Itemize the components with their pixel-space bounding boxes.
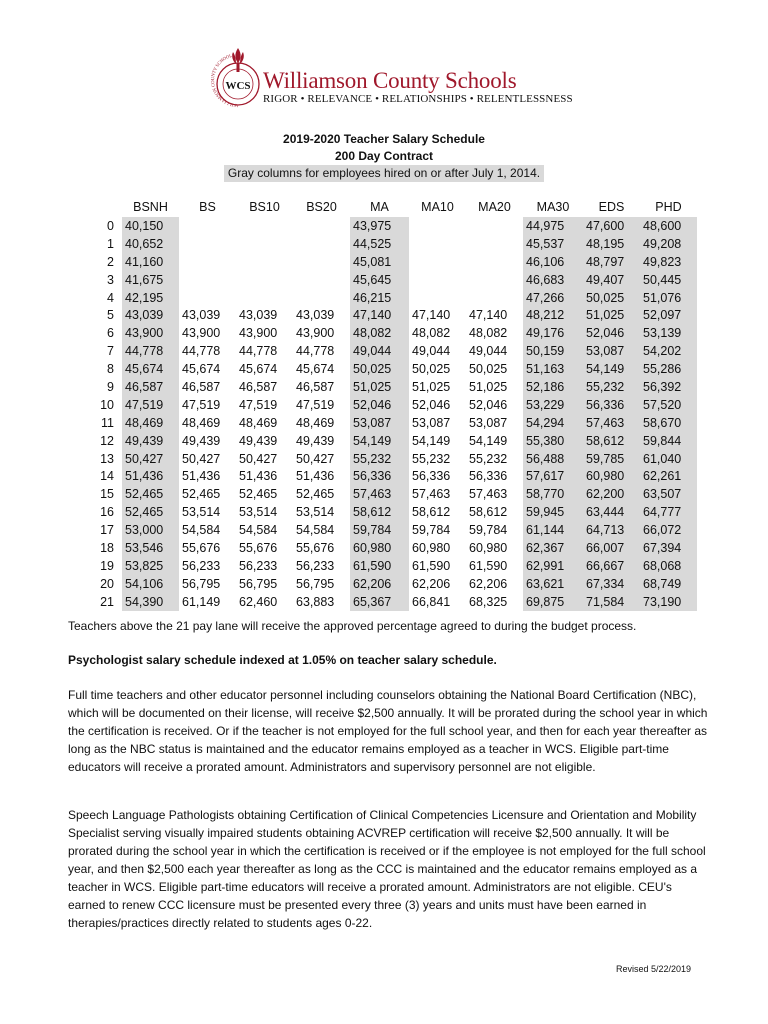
salary-cell: 52,046 <box>469 397 508 412</box>
salary-cell: 51,163 <box>523 360 583 378</box>
salary-cell: 48,195 <box>583 235 640 253</box>
salary-cell: 47,140 <box>350 306 409 324</box>
salary-cell: 46,106 <box>523 253 583 271</box>
salary-cell: 54,149 <box>350 432 409 450</box>
salary-cell: 44,778 <box>122 342 179 360</box>
salary-cell: 46,683 <box>523 271 583 289</box>
salary-cell <box>179 253 236 271</box>
salary-cell: 48,082 <box>469 326 508 341</box>
column-header: BS <box>199 200 216 214</box>
salary-cell <box>293 289 350 307</box>
salary-cell: 50,025 <box>469 362 508 377</box>
table-row <box>88 557 697 575</box>
salary-cell: 45,674 <box>296 362 335 377</box>
salary-cell: 66,007 <box>583 539 640 557</box>
salary-cell: 49,044 <box>469 344 508 359</box>
salary-cell <box>409 235 466 253</box>
salary-cell: 58,612 <box>583 432 640 450</box>
salary-cell: 52,046 <box>350 396 409 414</box>
salary-cell: 53,139 <box>640 324 697 342</box>
salary-cell: 54,584 <box>239 523 278 538</box>
salary-cell: 52,046 <box>412 397 451 412</box>
salary-cell: 60,980 <box>583 467 640 485</box>
salary-cell: 54,584 <box>182 523 221 538</box>
schedule-title-block <box>0 131 768 182</box>
salary-cell <box>179 235 236 253</box>
salary-cell: 54,149 <box>583 360 640 378</box>
salary-cell: 50,445 <box>640 271 697 289</box>
salary-cell: 49,407 <box>583 271 640 289</box>
salary-cell <box>293 271 350 289</box>
salary-cell: 50,427 <box>182 451 221 466</box>
salary-cell: 50,025 <box>583 289 640 307</box>
salary-cell: 73,190 <box>640 593 697 611</box>
salary-cell: 53,087 <box>583 342 640 360</box>
salary-cell: 59,844 <box>640 432 697 450</box>
salary-cell: 44,778 <box>239 344 278 359</box>
column-header: MA30 <box>536 200 570 214</box>
salary-cell: 53,514 <box>239 505 278 520</box>
table-row <box>88 271 697 289</box>
salary-cell: 60,980 <box>350 539 409 557</box>
table-row <box>88 432 697 450</box>
table-row <box>88 378 697 396</box>
svg-text:WCS: WCS <box>225 80 251 92</box>
salary-cell: 62,460 <box>239 594 278 609</box>
salary-cell: 63,444 <box>583 503 640 521</box>
step-cell: 7 <box>107 344 114 359</box>
table-row <box>88 396 697 414</box>
salary-cell: 57,463 <box>583 414 640 432</box>
step-cell: 10 <box>100 397 114 412</box>
salary-cell: 65,367 <box>350 593 409 611</box>
salary-cell: 56,233 <box>239 558 278 573</box>
table-header-row <box>88 197 697 217</box>
salary-cell: 61,040 <box>640 450 697 468</box>
page-header <box>207 44 573 110</box>
salary-cell: 55,380 <box>523 432 583 450</box>
salary-cell <box>409 217 466 235</box>
salary-cell: 59,784 <box>412 523 451 538</box>
salary-cell: 56,392 <box>640 378 697 396</box>
salary-cell: 55,232 <box>583 378 640 396</box>
step-cell: 20 <box>100 576 114 591</box>
salary-cell: 47,140 <box>412 308 451 323</box>
salary-cell: 61,590 <box>350 557 409 575</box>
salary-cell: 58,670 <box>640 414 697 432</box>
salary-cell: 55,286 <box>640 360 697 378</box>
salary-cell: 54,202 <box>640 342 697 360</box>
salary-cell: 50,427 <box>122 450 179 468</box>
salary-cell: 49,439 <box>296 433 335 448</box>
salary-cell: 44,975 <box>523 217 583 235</box>
salary-cell <box>409 271 466 289</box>
step-cell: 16 <box>100 505 114 520</box>
table-row <box>88 485 697 503</box>
salary-cell: 55,232 <box>469 451 508 466</box>
salary-cell: 44,778 <box>296 344 335 359</box>
org-name: Williamson County Schools <box>263 68 517 93</box>
salary-cell: 51,076 <box>640 289 697 307</box>
table-row <box>88 217 697 235</box>
salary-cell: 61,590 <box>469 558 508 573</box>
salary-cell: 61,590 <box>412 558 451 573</box>
step-cell: 12 <box>100 433 114 448</box>
salary-cell: 52,046 <box>583 324 640 342</box>
salary-cell: 61,144 <box>523 521 583 539</box>
salary-cell: 62,206 <box>350 575 409 593</box>
salary-cell: 69,875 <box>523 593 583 611</box>
salary-cell: 58,612 <box>412 505 451 520</box>
salary-cell: 48,469 <box>239 415 278 430</box>
salary-cell: 48,469 <box>122 414 179 432</box>
salary-cell: 59,785 <box>583 450 640 468</box>
tagline: RIGOR • RELEVANCE • RELATIONSHIPS • RELENTLESSNESS <box>263 93 573 105</box>
step-cell: 9 <box>107 379 114 394</box>
salary-cell: 58,612 <box>350 503 409 521</box>
salary-cell: 57,463 <box>412 487 451 502</box>
salary-cell: 46,587 <box>239 379 278 394</box>
salary-cell: 63,883 <box>296 594 335 609</box>
salary-cell: 55,676 <box>239 540 278 555</box>
salary-cell: 52,186 <box>523 378 583 396</box>
salary-cell: 53,087 <box>350 414 409 432</box>
salary-cell <box>409 289 466 307</box>
salary-cell <box>179 217 236 235</box>
salary-cell: 45,537 <box>523 235 583 253</box>
salary-cell <box>236 253 293 271</box>
salary-cell: 53,825 <box>122 557 179 575</box>
psychologist-note: Psychologist salary schedule indexed at 1.05% on teacher salary schedule. <box>68 653 497 667</box>
salary-cell: 44,778 <box>182 344 221 359</box>
salary-cell: 52,465 <box>122 503 179 521</box>
salary-cell: 55,676 <box>296 540 335 555</box>
salary-cell: 43,039 <box>182 308 221 323</box>
step-cell: 11 <box>101 415 114 430</box>
salary-cell: 46,587 <box>122 378 179 396</box>
salary-cell <box>409 253 466 271</box>
salary-cell: 57,520 <box>640 396 697 414</box>
salary-cell: 48,600 <box>640 217 697 235</box>
salary-cell: 49,439 <box>122 432 179 450</box>
slp-paragraph: Speech Language Pathologists obtaining Certification of Clinical Competencies Licensure and Orientation and Mobility Specialist serving visually impaired students obtaining ACVREP certification will receive $2,500 annually. It will be prorated during the school year in which the certification is received or if the employee is not employed for the full school year, and then $2,500 each year thereafter as long as the CCC is maintained and the educator remains employed as a teacher in WCS. Eligible part-time educators will receive a prorated amount. Administrators are not eligible. CEU's earned to renew CCC licensure must be presented every three (3) years and units must have been earned in therapies/practices directly related to students ages 0-22. <box>68 808 706 930</box>
salary-cell: 43,900 <box>296 326 335 341</box>
salary-cell: 44,525 <box>350 235 409 253</box>
salary-cell <box>179 271 236 289</box>
column-header: MA10 <box>421 200 454 214</box>
salary-cell: 62,206 <box>469 576 508 591</box>
salary-cell: 68,749 <box>640 575 697 593</box>
salary-cell: 54,149 <box>469 433 508 448</box>
salary-cell: 49,208 <box>640 235 697 253</box>
nbc-paragraph: Full time teachers and other educator personnel including counselors obtaining the National Board Certification (NBC), which will be documented on their license, will receive $2,500 annually. It will be prorated during the school year in which the certification is received. Or if the teacher is not employed for the full school year, and then for each year thereafter as long as the NBC status is maintained and the educator remains employed as a teacher in WCS. Eligible part-time educators will receive a prorated amount. Administrators and supervisory personnel are not eligible. <box>68 688 708 774</box>
salary-cell: 51,436 <box>296 469 335 484</box>
salary-cell: 47,140 <box>469 308 508 323</box>
column-header: MA <box>370 200 389 214</box>
salary-cell: 56,336 <box>412 469 451 484</box>
step-cell: 21 <box>100 594 114 609</box>
column-header: BS20 <box>306 200 337 214</box>
salary-cell: 51,025 <box>583 306 640 324</box>
salary-cell: 56,795 <box>239 576 278 591</box>
salary-cell: 48,469 <box>182 415 221 430</box>
contract-subtitle: 200 Day Contract <box>334 149 434 163</box>
schedule-title: 2019-2020 Teacher Salary Schedule <box>283 132 485 146</box>
salary-cell: 60,980 <box>469 540 508 555</box>
salary-cell: 62,261 <box>640 467 697 485</box>
salary-cell: 45,645 <box>350 271 409 289</box>
salary-cell: 45,674 <box>239 362 278 377</box>
salary-cell: 43,900 <box>182 326 221 341</box>
svg-text:WILLIAMSON COUNTY SCHOOLS: WILLIAMSON COUNTY SCHOOL <box>210 52 239 109</box>
salary-cell: 54,390 <box>122 593 179 611</box>
salary-cell <box>466 253 523 271</box>
salary-cell <box>236 217 293 235</box>
table-row <box>88 503 697 521</box>
salary-cell: 47,266 <box>523 289 583 307</box>
salary-cell: 49,823 <box>640 253 697 271</box>
salary-cell: 45,081 <box>350 253 409 271</box>
salary-cell <box>293 235 350 253</box>
salary-cell: 56,233 <box>296 558 335 573</box>
salary-cell: 54,584 <box>296 523 335 538</box>
salary-cell: 62,200 <box>583 485 640 503</box>
salary-cell: 51,025 <box>469 379 508 394</box>
salary-cell: 56,336 <box>469 469 508 484</box>
salary-cell: 53,546 <box>122 539 179 557</box>
salary-cell: 46,215 <box>350 289 409 307</box>
step-cell: 18 <box>100 540 114 555</box>
step-cell: 13 <box>100 451 114 466</box>
salary-cell: 47,519 <box>239 397 278 412</box>
salary-cell <box>466 235 523 253</box>
gray-columns-note: Gray columns for employees hired on or after July 1, 2014. <box>224 165 544 182</box>
salary-cell: 67,394 <box>640 539 697 557</box>
salary-cell: 53,229 <box>523 396 583 414</box>
step-cell: 1 <box>107 236 114 251</box>
salary-cell: 59,945 <box>523 503 583 521</box>
salary-cell <box>466 271 523 289</box>
salary-cell: 47,519 <box>296 397 335 412</box>
salary-cell <box>236 271 293 289</box>
salary-cell: 52,465 <box>122 485 179 503</box>
salary-cell: 63,507 <box>640 485 697 503</box>
salary-cell: 56,336 <box>350 467 409 485</box>
salary-cell: 50,025 <box>350 360 409 378</box>
salary-cell: 62,206 <box>412 576 451 591</box>
step-cell: 15 <box>100 487 114 502</box>
step-cell: 19 <box>100 558 114 573</box>
salary-cell: 50,159 <box>523 342 583 360</box>
salary-cell: 53,087 <box>469 415 508 430</box>
salary-cell: 48,469 <box>296 415 335 430</box>
salary-cell: 59,784 <box>469 523 508 538</box>
salary-cell: 57,617 <box>523 467 583 485</box>
salary-cell: 53,514 <box>182 505 221 520</box>
table-row <box>88 467 697 485</box>
salary-cell: 41,160 <box>122 253 179 271</box>
salary-cell <box>293 253 350 271</box>
salary-cell: 61,149 <box>182 594 221 609</box>
salary-cell: 49,439 <box>239 433 278 448</box>
step-cell: 8 <box>107 362 114 377</box>
salary-cell: 46,587 <box>182 379 221 394</box>
salary-cell <box>236 289 293 307</box>
salary-cell: 68,068 <box>640 557 697 575</box>
step-cell: 6 <box>107 326 114 341</box>
salary-cell: 60,980 <box>412 540 451 555</box>
salary-cell: 40,150 <box>122 217 179 235</box>
header-step <box>88 197 122 217</box>
table-row <box>88 324 697 342</box>
salary-cell: 54,149 <box>412 433 451 448</box>
salary-cell: 52,465 <box>182 487 221 502</box>
salary-cell: 40,652 <box>122 235 179 253</box>
table-row <box>88 450 697 468</box>
salary-cell <box>466 217 523 235</box>
table-row <box>88 539 697 557</box>
salary-cell: 71,584 <box>583 593 640 611</box>
salary-cell: 49,044 <box>412 344 451 359</box>
salary-cell: 53,514 <box>296 505 335 520</box>
column-header: BS10 <box>249 200 280 214</box>
salary-cell: 56,795 <box>296 576 335 591</box>
salary-cell: 55,232 <box>412 451 451 466</box>
pay-lane-note: Teachers above the 21 pay lane will receive the approved percentage agreed to during the budget process. <box>68 619 637 633</box>
salary-cell: 43,900 <box>122 324 179 342</box>
salary-cell: 53,000 <box>122 521 179 539</box>
salary-cell: 45,674 <box>122 360 179 378</box>
salary-cell: 43,039 <box>122 306 179 324</box>
salary-cell: 43,039 <box>296 308 335 323</box>
salary-cell: 68,325 <box>469 594 508 609</box>
column-header: EDS <box>598 200 625 214</box>
salary-cell: 48,082 <box>412 326 451 341</box>
table-row <box>88 414 697 432</box>
table-row <box>88 593 697 611</box>
salary-cell: 54,106 <box>122 575 179 593</box>
salary-cell: 52,097 <box>640 306 697 324</box>
salary-cell: 42,195 <box>122 289 179 307</box>
salary-cell: 48,212 <box>523 306 583 324</box>
salary-cell: 49,176 <box>523 324 583 342</box>
salary-cell: 49,044 <box>350 342 409 360</box>
step-cell: 2 <box>107 254 114 269</box>
table-row <box>88 306 697 324</box>
table-row <box>88 342 697 360</box>
salary-cell: 58,612 <box>469 505 508 520</box>
salary-cell: 53,087 <box>412 415 451 430</box>
salary-cell: 50,427 <box>239 451 278 466</box>
table-row <box>88 289 697 307</box>
salary-cell: 64,713 <box>583 521 640 539</box>
salary-cell: 66,667 <box>583 557 640 575</box>
salary-cell: 51,436 <box>122 467 179 485</box>
salary-cell: 57,463 <box>350 485 409 503</box>
salary-cell: 56,795 <box>182 576 221 591</box>
salary-cell: 52,465 <box>296 487 335 502</box>
column-header: BSNH <box>133 200 168 214</box>
step-cell: 5 <box>107 308 114 323</box>
salary-cell: 51,025 <box>412 379 451 394</box>
salary-cell: 41,675 <box>122 271 179 289</box>
salary-cell <box>466 289 523 307</box>
salary-cell <box>293 217 350 235</box>
column-header: MA20 <box>478 200 511 214</box>
wcs-logo-icon <box>207 44 269 110</box>
table-row <box>88 521 697 539</box>
salary-cell: 50,427 <box>296 451 335 466</box>
revised-date: Revised 5/22/2019 <box>616 964 692 974</box>
salary-cell <box>236 235 293 253</box>
step-cell: 4 <box>107 290 114 305</box>
salary-cell: 52,465 <box>239 487 278 502</box>
salary-cell: 51,436 <box>239 469 278 484</box>
table-row <box>88 253 697 271</box>
salary-cell: 43,900 <box>239 326 278 341</box>
salary-cell: 62,991 <box>523 557 583 575</box>
salary-cell: 58,770 <box>523 485 583 503</box>
salary-cell: 49,439 <box>182 433 221 448</box>
salary-cell: 67,334 <box>583 575 640 593</box>
step-cell: 0 <box>107 218 114 233</box>
step-cell: 14 <box>100 469 114 484</box>
salary-cell: 62,367 <box>523 539 583 557</box>
salary-cell: 43,039 <box>239 308 278 323</box>
salary-cell: 59,784 <box>350 521 409 539</box>
salary-cell: 56,488 <box>523 450 583 468</box>
salary-cell: 55,232 <box>350 450 409 468</box>
column-header: PHD <box>655 200 682 214</box>
salary-cell: 66,072 <box>640 521 697 539</box>
salary-cell: 43,975 <box>350 217 409 235</box>
salary-cell: 56,336 <box>583 396 640 414</box>
salary-cell <box>179 289 236 307</box>
salary-cell: 55,676 <box>182 540 221 555</box>
step-cell: 3 <box>107 272 114 287</box>
salary-cell: 66,841 <box>412 594 451 609</box>
salary-cell: 64,777 <box>640 503 697 521</box>
salary-cell: 48,797 <box>583 253 640 271</box>
salary-cell: 50,025 <box>412 362 451 377</box>
salary-cell: 51,436 <box>182 469 221 484</box>
salary-cell: 57,463 <box>469 487 508 502</box>
salary-table <box>88 197 697 611</box>
salary-cell: 51,025 <box>350 378 409 396</box>
salary-cell: 46,587 <box>296 379 335 394</box>
table-row <box>88 575 697 593</box>
table-row <box>88 235 697 253</box>
salary-cell: 47,519 <box>122 396 179 414</box>
salary-cell: 54,294 <box>523 414 583 432</box>
salary-cell: 47,600 <box>583 217 640 235</box>
salary-cell: 56,233 <box>182 558 221 573</box>
salary-cell: 47,519 <box>182 397 221 412</box>
salary-cell: 63,621 <box>523 575 583 593</box>
salary-cell: 48,082 <box>350 324 409 342</box>
step-cell: 17 <box>100 523 114 538</box>
table-row <box>88 360 697 378</box>
salary-cell: 45,674 <box>182 362 221 377</box>
